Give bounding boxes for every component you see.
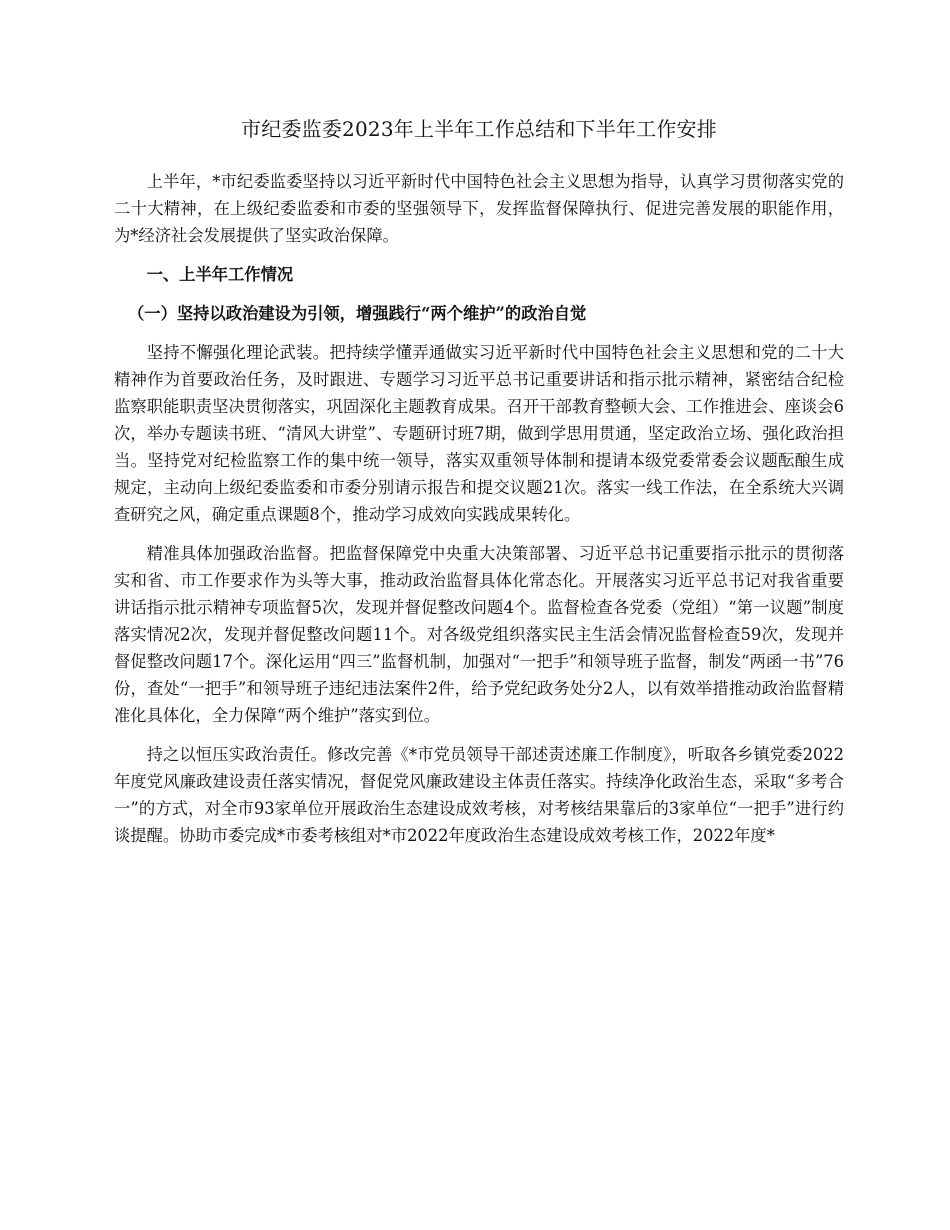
section-heading: 一、上半年工作情况 (146, 265, 294, 284)
body-paragraph-responsibility: 持之以恒压实政治责任。修改完善《*市党员领导干部述责述廉工作制度》，听取各乡镇党委2022年度党风廉政建设责任落实情况，督促党风廉政建设主体责任落实。持续净化政治生态，采取“多考合一”的方式，对全市93家单位开展政治生态建设成效考核，对考核结果靠后的3家单位“一把手”进行约谈提醒。协助市委完成*市委考核组对*市2022年度政治生态建设成效考核工作，2022年度* (114, 745, 844, 845)
subsection-heading: （一）坚持以政治建设为引领，增强践行“两个维护”的政治自觉 (128, 304, 587, 323)
document-title: 市纪委监委2023年上半年工作总结和下半年工作安排 (241, 117, 717, 141)
document-body (114, 114, 844, 861)
body-paragraph-theory: 坚持不懈强化理论武装。把持续学懂弄通做实习近平新时代中国特色社会主义思想和党的二十大精神作为首要政治任务，及时跟进、专题学习习近平总书记重要讲话和指示批示精神，紧密结合纪检监察职能职责坚决贯彻落实，巩固深化主题教育成果。召开干部教育整顿大会、工作推进会、座谈会6次，举办专题读书班、“清风大讲堂”、专题研讨班7期，做到学思用贯通，坚定政治立场、强化政治担当。坚持党对纪检监察工作的集中统一领导，落实双重领导体制和提请本级党委常委会议题酝酿生成规定，主动向上级纪委监委和市委分别请示报告和提交议题21次。落实一线工作法，在全系统大兴调查研究之风，确定重点课题8个，推动学习成效向实践成果转化。 (114, 343, 844, 524)
body-paragraph-supervision: 精准具体加强政治监督。把监督保障党中央重大决策部署、习近平总书记重要指示批示的贯彻落实和省、市工作要求作为头等大事，推动政治监督具体化常态化。开展落实习近平总书记对我省重要讲话指示批示精神专项监督5次，发现并督促整改问题4个。监督检查各党委（党组）“第一议题”制度落实情况2次，发现并督促整改问题11个。对各级党组织落实民主生活会情况监督检查59次，发现并督促整改问题17个。深化运用“四三”监督机制，加强对“一把手”和领导班子监督，制发“两函一书”76份，查处“一把手”和领导班子违纪违法案件2件，给予党纪政务处分2人，以有效举措推动政治监督精准化具体化，全力保障“两个维护”落实到位。 (114, 544, 844, 725)
intro-paragraph: 上半年，*市纪委监委坚持以习近平新时代中国特色社会主义思想为指导，认真学习贯彻落实党的二十大精神，在上级纪委监委和市委的坚强领导下，发挥监督保障执行、促进完善发展的职能作用，为*经济社会发展提供了坚实政治保障。 (114, 172, 844, 245)
